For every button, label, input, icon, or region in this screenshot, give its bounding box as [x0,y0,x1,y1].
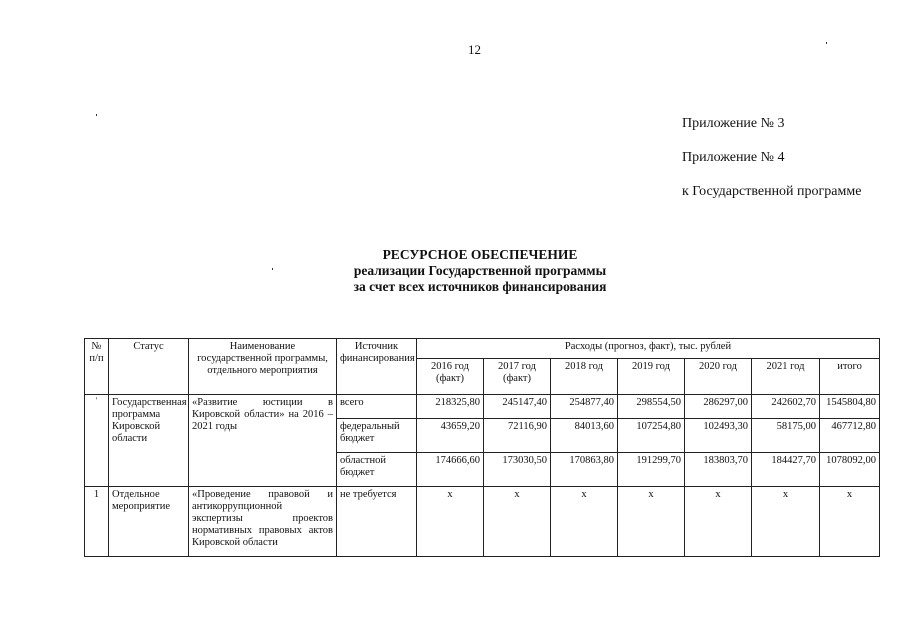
value-cell: 58175,00 [752,419,820,453]
title-line-1: РЕСУРСНОЕ ОБЕСПЕЧЕНИЕ [382,247,578,262]
value-cell: 84013,60 [551,419,618,453]
value-cell: x [551,487,618,557]
value-cell: 298554,50 [618,395,685,419]
value-cell: 245147,40 [484,395,551,419]
header-year-2018: 2018 год [551,359,618,395]
value-cell: x [417,487,484,557]
activity-num: 1 [85,487,109,557]
header-year-2017: 2017 год (факт) [484,359,551,395]
value-cell: 218325,80 [417,395,484,419]
title-line-2: реализации Государственной программы [353,263,607,278]
total-cell: 1545804,80 [820,395,880,419]
program-name: «Развитие юстиции в Кировской области» на 2016 – 2021 годы [189,395,337,487]
header-total: итого [820,359,880,395]
value-cell: 173030,50 [484,453,551,487]
title-line-3: за счет всех источников финансирования [353,279,607,294]
value-cell: 254877,40 [551,395,618,419]
value-cell: 191299,70 [618,453,685,487]
total-cell: 1078092,00 [820,453,880,487]
activity-status: Отдельное мероприятие [109,487,189,557]
value-cell: 174666,60 [417,453,484,487]
program-status: Государственная программа Кировской области [109,395,189,487]
scan-speck [826,42,827,44]
value-cell: x [685,487,752,557]
program-num: ' [95,396,98,405]
value-cell: x [484,487,551,557]
appendix-line-3: Приложение № 3 [682,116,785,131]
value-cell: 242602,70 [752,395,820,419]
value-cell: x [618,487,685,557]
value-cell: 72116,90 [484,419,551,453]
total-cell: x [820,487,880,557]
source-cell: областной бюджет [337,453,417,487]
header-source: Источник финансирования [337,339,417,395]
value-cell: 102493,30 [685,419,752,453]
source-cell: всего [337,395,417,419]
source-cell: федеральный бюджет [337,419,417,453]
table-row [85,395,880,419]
scan-speck [96,114,97,116]
header-expenses: Расходы (прогноз, факт), тыс. рублей [417,339,880,359]
header-year-2020: 2020 год [685,359,752,395]
value-cell: x [752,487,820,557]
header-year-2019: 2019 год [618,359,685,395]
activity-name: «Проведение правовой и антикоррупционной экспертизы проектов нормативных правовых актов Кировской области [189,487,337,557]
value-cell: 43659,20 [417,419,484,453]
document-title [200,247,760,295]
value-cell: 286297,00 [685,395,752,419]
table-row [85,487,880,557]
header-num: № п/п [85,339,109,395]
total-cell: 467712,80 [820,419,880,453]
header-status: Статус [109,339,189,395]
header-name: Наименование государственной программы, отдельного мероприятия [189,339,337,395]
value-cell: 184427,70 [752,453,820,487]
program-num-cell [85,395,109,487]
page-number: 12 [468,42,481,57]
value-cell: 183803,70 [685,453,752,487]
header-year-2016: 2016 год (факт) [417,359,484,395]
appendix-program-ref: к Государственной программе [682,184,862,199]
value-cell: 170863,80 [551,453,618,487]
value-cell: 107254,80 [618,419,685,453]
header-year-2021: 2021 год [752,359,820,395]
header-row-1 [85,339,880,359]
appendix-line-4: Приложение № 4 [682,150,785,165]
activity-source: не требуется [337,487,417,557]
resource-table [84,338,880,557]
